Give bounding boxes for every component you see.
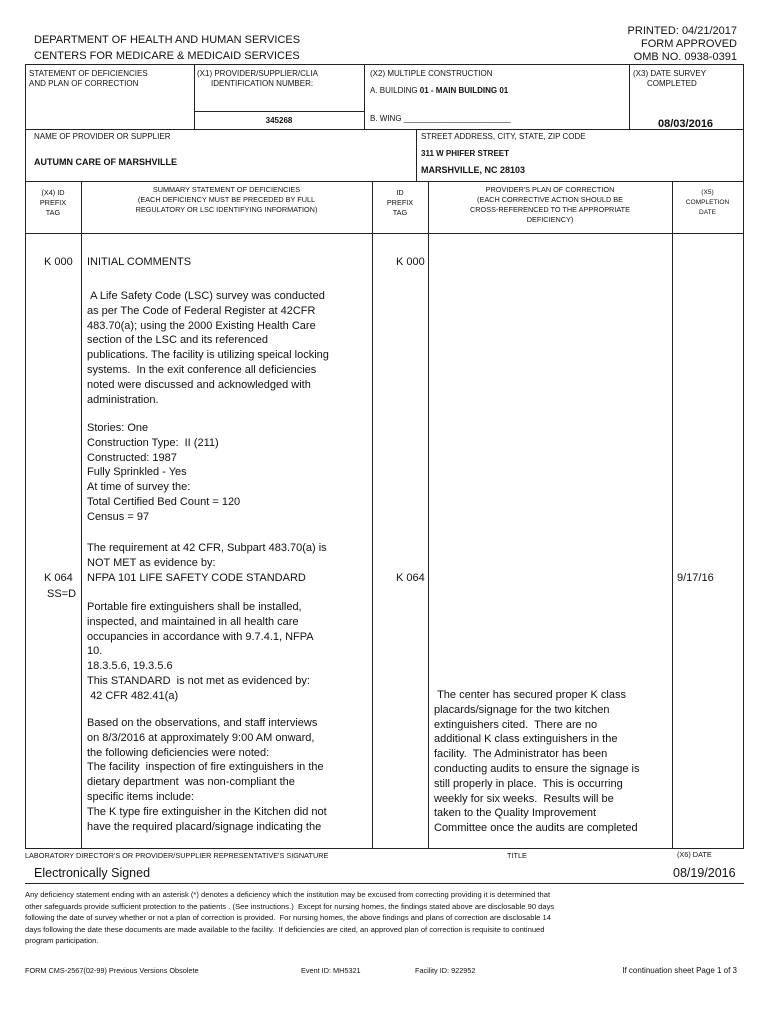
building-facts: Stories: One Construction Type: II (211) Constructed: 1987 Fully Sprinkled - Yes At time of survey the: Total Certified Bed Count = 120 Census = 97 [87, 422, 241, 523]
tag-k064: K 064 [44, 572, 73, 584]
standard-paragraph: Portable fire extinguishers shall be installed, inspected, and maintained in all health care occupancies in accordance with 9.7.4.1, NFPA 10. 18.3.5.6, 19.3.5.6 This STANDARD is not met as evidenced by: 42 CFR 482.41(a) [87, 601, 314, 702]
provider-id: 345268 [265, 116, 293, 125]
date-label: (X6) DATE [677, 850, 712, 859]
x1-label: (X1) PROVIDER/SUPPLIER/CLIA IDENTIFICATION NUMBER: [197, 69, 318, 88]
statement-label: STATEMENT OF DEFICIENCIES AND PLAN OF CORRECTION [29, 69, 148, 88]
facility-id: Facility ID: 922952 [415, 966, 476, 975]
form-approved: FORM APPROVED [641, 38, 737, 50]
summary-header: SUMMARY STATEMENT OF DEFICIENCIES (EACH DEFICIENCY MUST BE PRECEDED BY FULL REGULATORY OR LSC IDENTIFYING INFORMATION) [135, 185, 318, 214]
address-label: STREET ADDRESS, CITY, STATE, ZIP CODE [421, 132, 586, 141]
nfpa-title: NFPA 101 LIFE SAFETY CODE STANDARD [87, 572, 306, 584]
form-number: FORM CMS-2567(02-99) Previous Versions Obsolete [25, 966, 199, 975]
street-address: 311 W PHIFER STREET [421, 149, 510, 158]
city-state-zip: MARSHVILLE, NC 28103 [421, 165, 526, 175]
title-label: TITLE [507, 851, 527, 860]
signature-date: 08/19/2016 [673, 866, 736, 880]
event-id: Event ID: MH5321 [301, 966, 361, 975]
agency-name: CENTERS FOR MEDICARE & MEDICAID SERVICES [34, 50, 300, 62]
findings-paragraph: Based on the observations, and staff interviews on 8/3/2016 at approximately 9:00 AM onward, the following deficiencies were noted: The facility inspection of fire extinguishers in the dietary department was non-compliant the specific items include: The K type fire extinguisher in the Kitchen did not have the required placard/signage indicating the [87, 717, 327, 833]
x3-label: (X3) DATE SURVEY COMPLETED [633, 69, 707, 88]
x2-label: (X2) MULTIPLE CONSTRUCTION [370, 69, 493, 78]
lsc-paragraph: A Life Safety Code (LSC) survey was conducted as per The Code of Federal Register at 42CFR 483.70(a); using the 2000 Existing Health Care section of the LSC and its referenced publications. The facility is utilizing speical locking systems. In the exit conference all deficiencies noted were discussed and acknowledged with administration. [87, 290, 329, 406]
continuation-sheet: If continuation sheet Page 1 of 3 [622, 966, 737, 975]
requirement-text: The requirement at 42 CFR, Subpart 483.70(a) is NOT MET as evidence by: [87, 542, 327, 569]
completion-date: 9/17/16 [677, 572, 714, 584]
survey-date: 08/03/2016 [658, 118, 714, 130]
tag-k064-right: K 064 [396, 572, 425, 584]
x4-header: (X4) ID PREFIX TAG [39, 188, 67, 217]
tag-k000: K 000 [44, 256, 73, 268]
initial-comments: INITIAL COMMENTS [87, 256, 192, 268]
omb-number: OMB NO. 0938-0391 [633, 51, 737, 63]
plan-of-correction: The center has secured proper K class placards/signage for the two kitchen extinguishers cited. There are no additional K class extinguishers in the facility. The Administrator has been conducting audits to ensure the signage is still properly in place. This is occurring weekly for six weeks. Results will be taken to the Quality Improvement Committee once the audits are completed [434, 689, 640, 835]
provider-name-label: NAME OF PROVIDER OR SUPPLIER [34, 132, 171, 141]
plan-header: PROVIDER'S PLAN OF CORRECTION (EACH CORRECTIVE ACTION SHOULD BE CROSS-REFERENCED TO THE APPROPRIATE DEFICIENCY) [469, 185, 631, 224]
x5-header: (X5) COMPLETION DATE [685, 189, 730, 216]
signature-label: LABORATORY DIRECTOR'S OR PROVIDER/SUPPLIER REPRESENTATIVE'S SIGNATURE [25, 851, 329, 860]
provider-name: AUTUMN CARE OF MARSHVILLE [34, 157, 177, 167]
wing: B. WING ________________________ [370, 114, 511, 123]
tag-k000-right: K 000 [396, 256, 425, 268]
scope-severity: SS=D [47, 588, 77, 600]
id-header: ID PREFIX TAG [386, 188, 414, 217]
printed-date: PRINTED: 04/21/2017 [627, 25, 737, 37]
department-name: DEPARTMENT OF HEALTH AND HUMAN SERVICES [34, 34, 301, 46]
disclaimer: Any deficiency statement ending with an asterisk (*) denotes a deficiency which the institution may be excused from correcting providing it is determined that other safeguards provide sufficient protection to the patients . (See instructions.) Except for nursing homes, the findings stated above are disclosable 90 days following the date of survey whether or not a plan of correction is provided. For nursing homes, the above findings and plans of correction are disclosable 14 days following the date these documents are made available to the facility. If deficiencies are cited, an approved plan of correction is requisite to continued program participation. [25, 890, 555, 946]
building: A. BUILDING 01 - MAIN BUILDING 01 [370, 86, 509, 95]
signature-value: Electronically Signed [34, 866, 151, 880]
